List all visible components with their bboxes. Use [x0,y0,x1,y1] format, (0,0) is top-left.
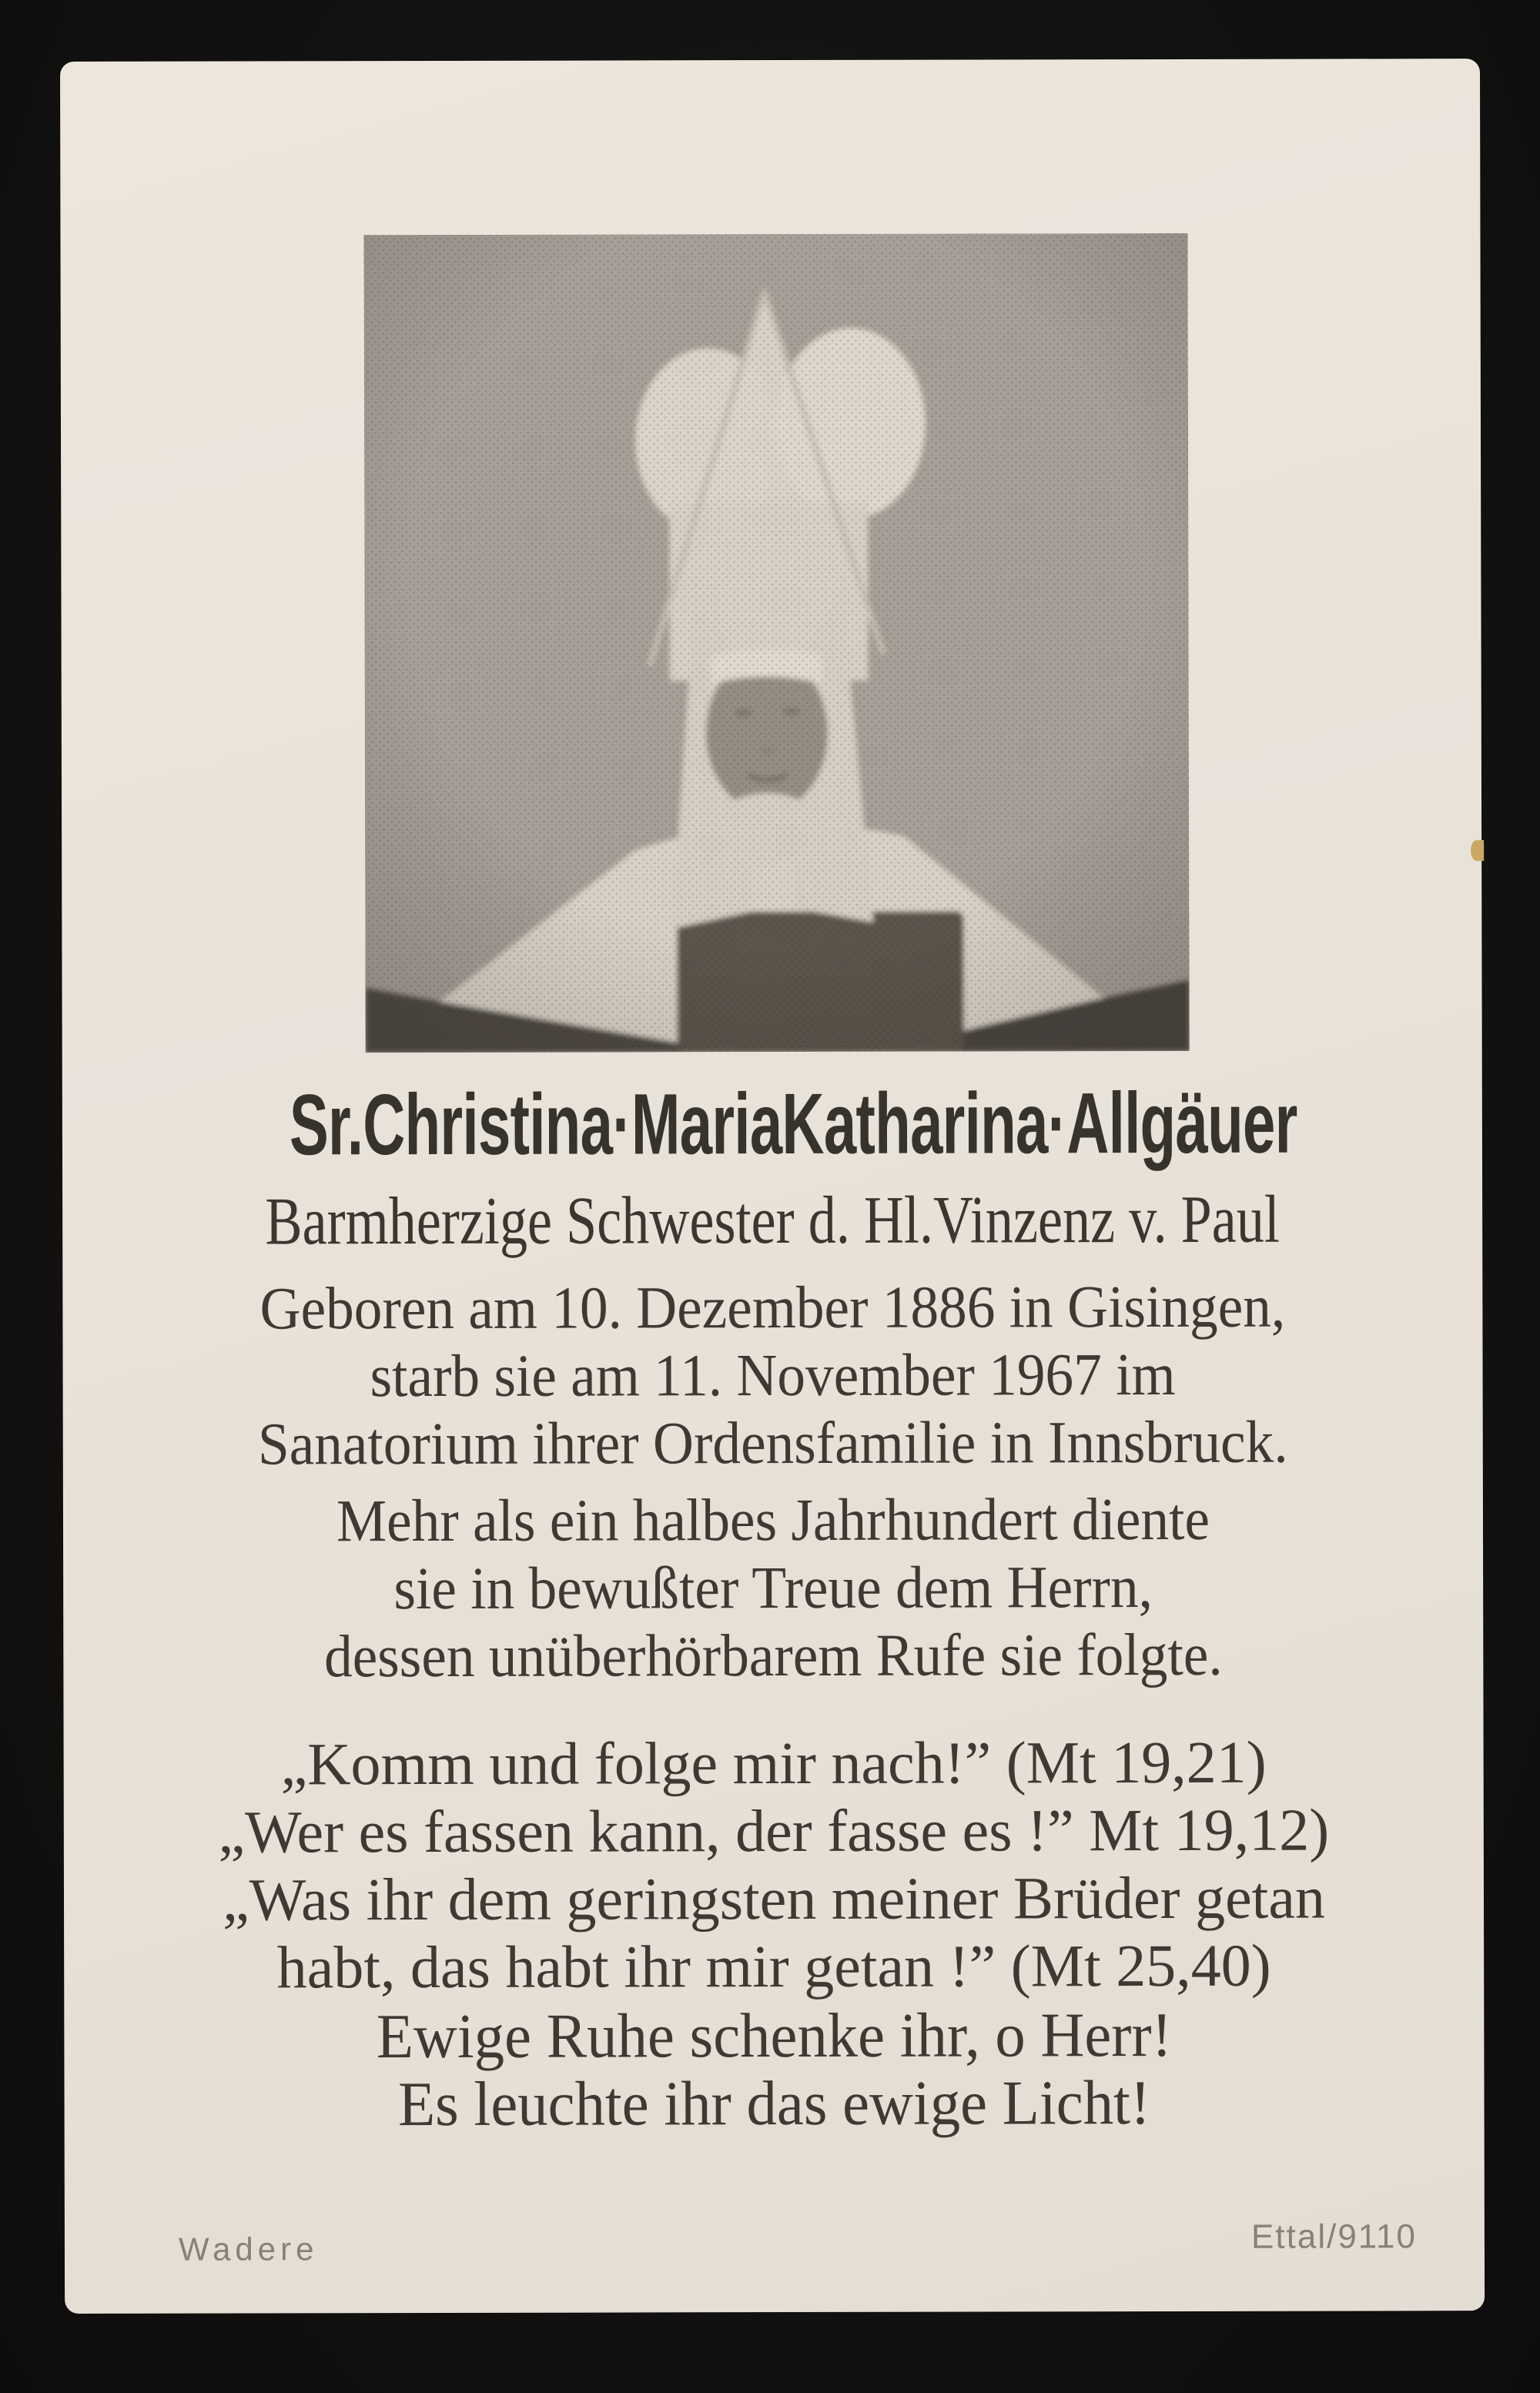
prayer-paragraph [92,2000,1456,2139]
paragraph-line: dessen unüberhörbarem Rufe sie folgte. [323,1620,1223,1690]
vignette-overlay [363,233,1189,1053]
paragraph-line: habt, das habt ihr mir getan !” (Mt 25,40) [276,1931,1271,2001]
name-heading: Sr.Christina·MariaKatharina·Allgäuer [289,1074,1297,1173]
memorial-card [60,59,1485,2314]
paragraph-line: Es leuchte ihr das ewige Licht! [397,2067,1151,2140]
paragraph-line: starb sie am 11. November 1967 im [370,1340,1176,1410]
paragraph-line: Mehr als ein halbes Jahrhundert diente [336,1484,1210,1555]
service-paragraph [105,1484,1441,1691]
paragraph-line: Geboren am 10. Dezember 1886 in Gisingen, [259,1272,1286,1342]
paragraph-line: „Komm und folge mir nach!” (Mt 19,21) [280,1728,1267,1798]
paragraph-line: Ewige Ruhe schenke ihr, o Herr! [376,1999,1172,2072]
order-subtitle: Barmherzige Schwester d. Hl.Vinzenz v. Paul [265,1182,1281,1260]
paragraph-line: sie in bewußter Treue dem Herrn, [393,1553,1153,1622]
publisher-mark: Ettal/9110 [1250,2217,1417,2256]
paragraph-line: „Wer es fassen kann, der fasse es !” Mt 19,12) [218,1796,1330,1866]
printer-mark: Wadere [178,2231,319,2267]
paper-edge-nick [1471,840,1484,861]
paragraph-line: „Was ihr dem geringsten meiner Brüder getan [222,1863,1326,1933]
portrait-photo [363,233,1189,1053]
dates-paragraph [105,1272,1441,1478]
paragraph-line: Sanatorium ihrer Ordensfamilie in Innsbruck. [257,1407,1288,1478]
scripture-quotes-paragraph [64,1728,1485,2002]
